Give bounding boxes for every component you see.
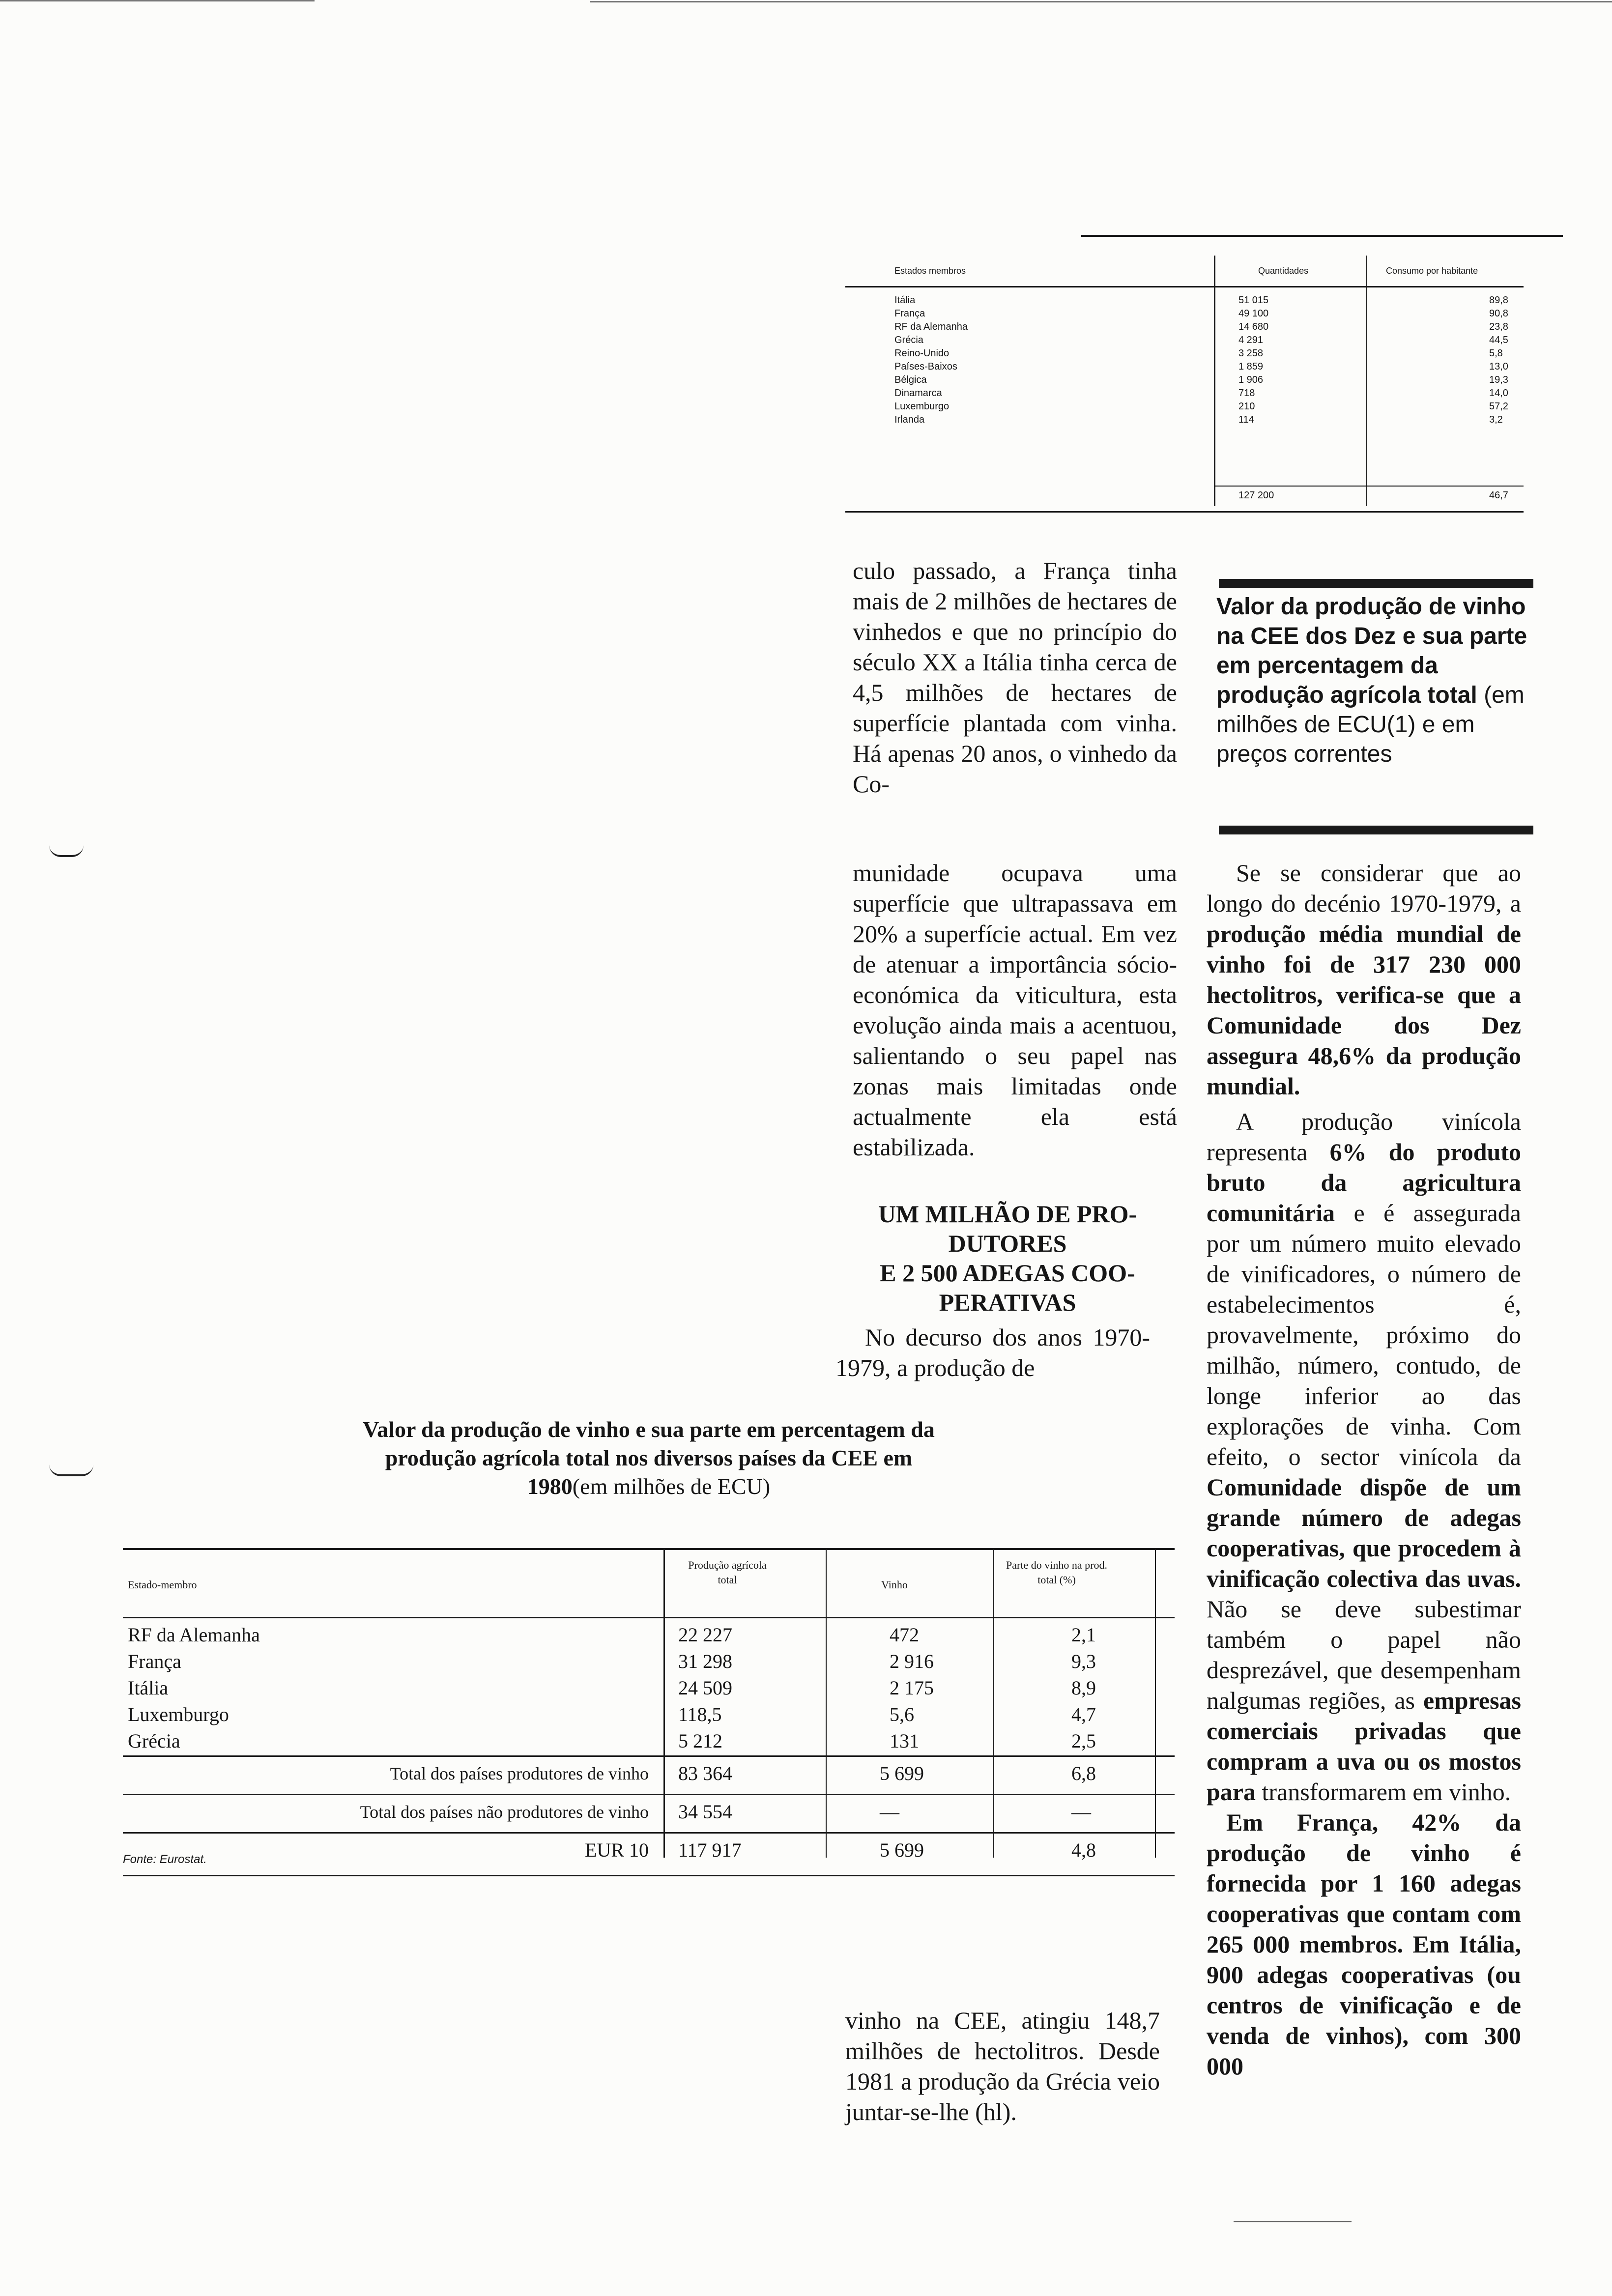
table-cell-state: França bbox=[128, 1650, 181, 1672]
box-heading bbox=[1216, 592, 1536, 769]
table-title-line bbox=[123, 1472, 1175, 1501]
table-row bbox=[123, 1675, 1175, 1701]
small-table-row bbox=[845, 307, 1524, 320]
table-title bbox=[123, 1415, 1175, 1501]
table-row bbox=[123, 1701, 1175, 1728]
margin-mark bbox=[49, 1464, 93, 1476]
table-total-label: EUR 10 bbox=[585, 1839, 649, 1861]
column2-text-span: Não se deve subestimar também o papel não desprezável, que desempenham nalgumas regiões, as bbox=[1207, 1595, 1521, 1714]
table-cell-share: 2,5 bbox=[1071, 1730, 1096, 1752]
table-cell-wine: 2 916 bbox=[890, 1650, 934, 1672]
header-wine: Vinho bbox=[881, 1578, 908, 1591]
top-edge-line bbox=[0, 0, 315, 1]
small-table-cell-consumption: 19,3 bbox=[1489, 374, 1508, 385]
table-total-rule bbox=[123, 1832, 1175, 1834]
table-total-row bbox=[123, 1798, 1175, 1826]
small-table-total-rule bbox=[1214, 486, 1524, 487]
table-cell-share: 2,1 bbox=[1071, 1624, 1096, 1646]
table-bottom-rule bbox=[123, 1875, 1175, 1876]
table-total-row bbox=[123, 1759, 1175, 1788]
small-table-cell-quantity: 210 bbox=[1238, 401, 1255, 412]
header-agri: Produção agrícola total bbox=[688, 1559, 767, 1586]
small-table-header-consumption: Consumo por habitante bbox=[1386, 266, 1478, 276]
column2-bold-span: 6% do produto bruto da agricultura comunitária bbox=[1207, 1138, 1522, 1227]
small-table-cell-state: Itália bbox=[894, 295, 916, 306]
top-edge-line bbox=[590, 1, 1612, 2]
small-table-header-quantity: Quantidades bbox=[1258, 266, 1309, 276]
table-cell-wine: 131 bbox=[890, 1730, 919, 1752]
table-total-row bbox=[123, 1836, 1175, 1865]
table-title-year: 1980 bbox=[527, 1474, 573, 1499]
small-table-cell-consumption: 14,0 bbox=[1489, 388, 1508, 399]
table-row bbox=[123, 1648, 1175, 1675]
small-table-cell-quantity: 1 859 bbox=[1238, 361, 1264, 372]
small-table-cell-state: Dinamarca bbox=[894, 388, 942, 399]
table-total-cell-share: 6,8 bbox=[1071, 1762, 1096, 1784]
small-table-total-row bbox=[845, 489, 1524, 502]
column2-text-span: Se se considerar que ao longo do decénio 1970-1979, a bbox=[1207, 859, 1521, 917]
small-table-row bbox=[845, 413, 1524, 427]
column2-text bbox=[1207, 858, 1521, 2081]
table-cell-agri: 24 509 bbox=[678, 1677, 732, 1699]
small-table-cell-quantity: 4 291 bbox=[1238, 335, 1264, 345]
small-table-cell-state: Irlanda bbox=[894, 414, 925, 425]
subheading-line: E 2 500 ADEGAS COO- bbox=[880, 1259, 1135, 1287]
box-heading-top-bar bbox=[1219, 579, 1533, 588]
small-table-cell-consumption: 23,8 bbox=[1489, 321, 1508, 332]
small-table-cell-consumption: 90,8 bbox=[1489, 308, 1508, 319]
small-table-row bbox=[845, 360, 1524, 373]
small-table-row bbox=[845, 334, 1524, 347]
small-table-cell-consumption: 5,8 bbox=[1489, 348, 1503, 359]
small-table-row bbox=[845, 294, 1524, 307]
column2-paragraph bbox=[1207, 858, 1521, 1101]
small-table-cell-quantity: 1 906 bbox=[1238, 374, 1264, 385]
column2-text-span: A produção vinícola representa bbox=[1207, 1108, 1521, 1166]
header-share: Parte do vinho na prod. total (%) bbox=[1006, 1559, 1107, 1586]
column1-paragraph: munidade ocupava uma superfície que ultrapassava em 20% a superfície actual. Em vez de atenuar a importância sócio-económica da viticultura, esta evolução ainda mais a acentuou, salientando o seu papel nas zonas mais limitadas onde actualmente ela está estabilizada. bbox=[853, 859, 1177, 1161]
table-cell-share: 9,3 bbox=[1071, 1650, 1096, 1672]
box-heading-normal: (em milhões de ECU(1) e em preços correntes bbox=[1216, 682, 1525, 767]
table-title-unit: (em milhões de ECU) bbox=[572, 1474, 771, 1499]
section-subheading bbox=[835, 1199, 1180, 1317]
table-total-label: Total dos países não produtores de vinho bbox=[360, 1802, 649, 1822]
small-table-cell-quantity: 14 680 bbox=[1238, 321, 1269, 332]
table-cell-agri: 118,5 bbox=[678, 1703, 722, 1725]
small-table-bottom-rule bbox=[845, 511, 1524, 513]
table-title-line: Valor da produção de vinho e sua parte em percentagem da bbox=[363, 1417, 935, 1442]
small-table-header-state: Estados membros bbox=[894, 266, 966, 276]
subheading-line: UM MILHÃO DE PRO- bbox=[878, 1200, 1137, 1228]
table-row bbox=[123, 1622, 1175, 1648]
table-cell-share: 8,9 bbox=[1071, 1677, 1096, 1699]
small-table-row bbox=[845, 320, 1524, 334]
table-total-cell-share: — bbox=[1071, 1801, 1091, 1823]
small-table-cell-consumption: 44,5 bbox=[1489, 335, 1508, 345]
small-table-row bbox=[845, 347, 1524, 360]
table-cell-share: 4,7 bbox=[1071, 1703, 1096, 1725]
table-header-rule bbox=[123, 1617, 1175, 1618]
table-total-rule bbox=[123, 1794, 1175, 1795]
table-title-line: produção agrícola total nos diversos países da CEE em bbox=[385, 1445, 913, 1470]
table-total-cell-agri: 83 364 bbox=[678, 1762, 732, 1784]
small-table-cell-state: Grécia bbox=[894, 335, 923, 345]
table-source: Fonte: Eurostat. bbox=[123, 1853, 207, 1866]
small-table-cell-state: Luxemburgo bbox=[894, 401, 950, 412]
subheading-line: DUTORES bbox=[948, 1230, 1067, 1257]
column1-paragraph: No decurso dos anos 1970-1979, a produção de bbox=[835, 1323, 1150, 1381]
table-total-cell-wine: 5 699 bbox=[880, 1839, 924, 1861]
table-top-rule bbox=[123, 1548, 1175, 1550]
small-table-cell-state: Reino-Unido bbox=[894, 348, 950, 359]
small-table-row bbox=[845, 400, 1524, 413]
table-cell-agri: 22 227 bbox=[678, 1624, 732, 1646]
small-table-top-rule bbox=[1081, 235, 1563, 237]
column1-block2 bbox=[853, 858, 1177, 1162]
small-table-row bbox=[845, 373, 1524, 387]
table-cell-state: Luxemburgo bbox=[128, 1703, 229, 1725]
column2-bottom-rule bbox=[1234, 2221, 1352, 2222]
small-table-cell-quantity: 49 100 bbox=[1238, 308, 1269, 319]
table-total-cell-share: 4,8 bbox=[1071, 1839, 1096, 1861]
column1-block3 bbox=[835, 1322, 1150, 1383]
small-table-cell-state: RF da Alemanha bbox=[894, 321, 968, 332]
small-table-cell-state: França bbox=[894, 308, 925, 319]
margin-mark bbox=[49, 845, 84, 857]
column1-paragraph: vinho na CEE, atingiu 148,7 milhões de hectolitros. Desde 1981 a produção da Grécia veio juntar-se-lhe (hl). bbox=[845, 2007, 1160, 2125]
table-total-cell-wine: 5 699 bbox=[880, 1762, 924, 1784]
small-table-cell-consumption: 89,8 bbox=[1489, 295, 1508, 306]
column2-paragraph bbox=[1207, 1106, 1521, 1807]
table-total-rule bbox=[123, 1755, 1175, 1757]
table-cell-wine: 472 bbox=[890, 1624, 919, 1646]
small-table-cell-quantity: 718 bbox=[1238, 388, 1255, 399]
column2-paragraph: Em França, 42% da produção de vinho é fornecida por 1 160 adegas cooperativas que contam com 265 000 membros. Em Itália, 900 adegas cooperativas (ou centros de vinificação e de venda de vinhos), com 300 000 bbox=[1207, 1808, 1521, 2080]
table-total-cell-wine: — bbox=[880, 1801, 899, 1823]
small-table-cell-consumption: 57,2 bbox=[1489, 401, 1508, 412]
column2-text-span: transformarem em vinho. bbox=[1256, 1778, 1511, 1806]
table-cell-state: Itália bbox=[128, 1677, 169, 1699]
table-cell-state: Grécia bbox=[128, 1730, 180, 1752]
table-cell-state: RF da Alemanha bbox=[128, 1624, 260, 1646]
subheading-line: PERATIVAS bbox=[939, 1289, 1076, 1316]
column1-block1 bbox=[853, 555, 1177, 799]
header-state: Estado-membro bbox=[128, 1578, 197, 1591]
column2-bold-span: empresas comerciais privadas que compram a uva ou os mostos para bbox=[1207, 1687, 1521, 1806]
table-cell-agri: 5 212 bbox=[678, 1730, 722, 1752]
small-table-total-quantity: 127 200 bbox=[1238, 490, 1274, 501]
table-cell-wine: 2 175 bbox=[890, 1677, 934, 1699]
box-heading-bottom-bar bbox=[1219, 826, 1533, 834]
small-table-row bbox=[845, 387, 1524, 400]
small-table-cell-state: Países-Baixos bbox=[894, 361, 957, 372]
table-row bbox=[123, 1728, 1175, 1754]
column2-bold-span: produção média mundial de vinho foi de 317 230 000 hectolitros, verifica-se que a Comunidade dos Dez assegura 48,6% da produção mundial. bbox=[1207, 920, 1521, 1100]
small-table-header-rule bbox=[845, 286, 1524, 287]
column2-text-span: e é assegurada por um número muito elevado de vinificadores, o número de estabelecimentos é, provavelmente, próximo do milhão, número, contudo, de longe inferior ao das explorações de vinha. Com efeito, o sector vinícola da bbox=[1207, 1199, 1521, 1470]
column1-block4 bbox=[845, 2005, 1160, 2127]
table-cell-wine: 5,6 bbox=[890, 1703, 914, 1725]
table-total-label: Total dos países produtores de vinho bbox=[390, 1764, 649, 1783]
column1-paragraph: culo passado, a França tinha mais de 2 milhões de hectares de vinhedos e que no princípio do século XX a Itália tinha cerca de 4,5 milhões de hectares de superfície plantada com vinha. Há apenas 20 anos, o vinhedo da Co- bbox=[853, 557, 1177, 798]
table-cell-agri: 31 298 bbox=[678, 1650, 732, 1672]
box-heading-bold: Valor da produção de vinho na CEE dos Dez e sua parte em percentagem da produção agrícola total bbox=[1216, 594, 1527, 708]
small-table-cell-quantity: 3 258 bbox=[1238, 348, 1264, 359]
small-table-cell-quantity: 114 bbox=[1238, 414, 1254, 425]
small-table-total-consumption: 46,7 bbox=[1489, 490, 1508, 501]
small-table-cell-consumption: 13,0 bbox=[1489, 361, 1508, 372]
small-table-cell-quantity: 51 015 bbox=[1238, 295, 1269, 306]
small-table-cell-state: Bélgica bbox=[894, 374, 927, 385]
small-table-cell-consumption: 3,2 bbox=[1489, 414, 1503, 425]
column2-bold-span: Comunidade dispõe de um grande número de adegas cooperativas, que procedem à vinificação colectiva das uvas. bbox=[1207, 1473, 1521, 1592]
table-total-cell-agri: 34 554 bbox=[678, 1801, 732, 1823]
table-total-cell-agri: 117 917 bbox=[678, 1839, 742, 1861]
